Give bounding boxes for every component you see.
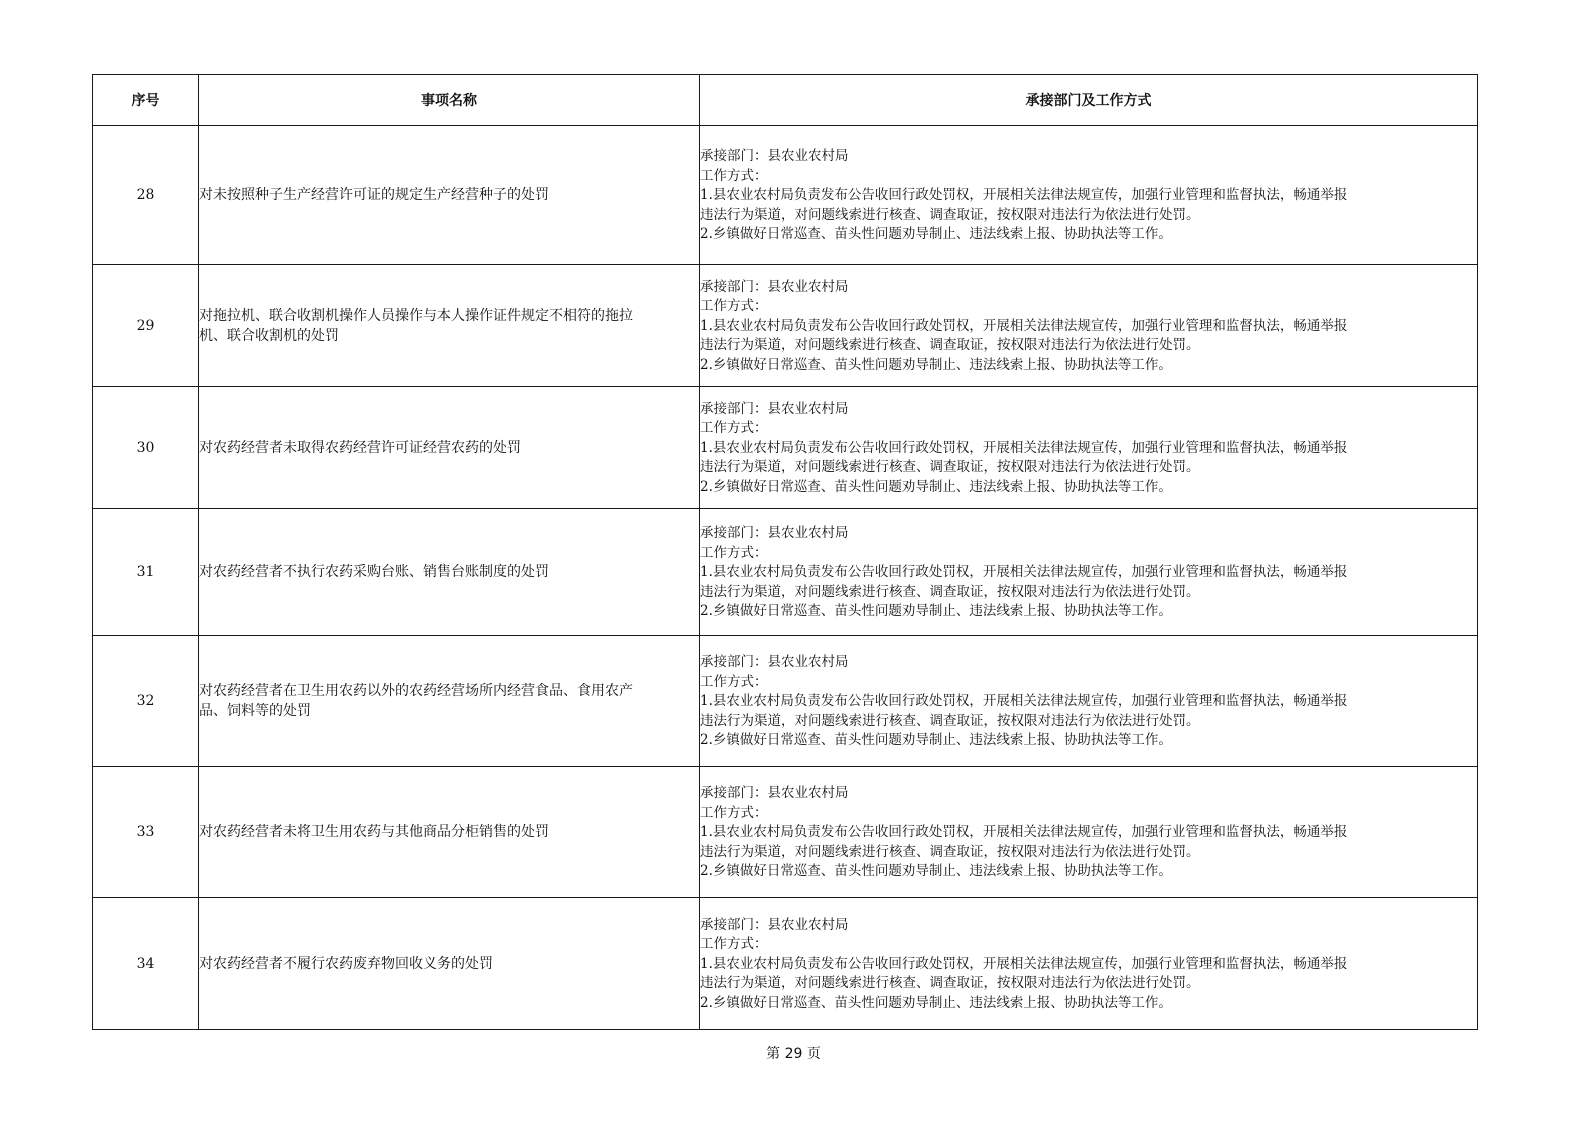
department-method-line: 承接部门：县农业农村局 <box>700 785 849 802</box>
department-method-line: 1.县农业农村局负责发布公告收回行政处罚权，开展相关法律法规宣传，加强行业管理和监督执法，畅通举报 <box>700 693 1348 710</box>
item-name-line: 对农药经营者未取得农药经营许可证经营农药的处罚 <box>199 439 521 456</box>
department-method-line: 承接部门：县农业农村局 <box>700 278 849 295</box>
department-method-line: 违法行为渠道，对问题线索进行核查、调查取证，按权限对违法行为依法进行处罚。 <box>700 975 1200 992</box>
item-name-cell <box>199 898 700 1030</box>
department-method-line: 工作方式： <box>700 936 768 953</box>
department-method-cell <box>700 126 1478 265</box>
department-method-text <box>700 643 1477 759</box>
department-method-line: 2.乡镇做好日常巡查、苗头性问题劝导制止、违法线索上报、协助执法等工作。 <box>700 863 1172 880</box>
department-method-line: 承接部门：县农业农村局 <box>700 148 849 165</box>
serial-number-cell: 30 <box>93 387 199 509</box>
page-number: 第 29 页 <box>766 1046 821 1062</box>
serial-number-cell: 33 <box>93 767 199 898</box>
department-method-line: 承接部门：县农业农村局 <box>700 916 849 933</box>
header-department-method: 承接部门及工作方式 <box>700 75 1478 126</box>
table-row <box>93 767 1478 898</box>
item-name-line: 对农药经营者在卫生用农药以外的农药经营场所内经营食品、食用农产 <box>199 683 633 699</box>
department-method-line: 承接部门：县农业农村局 <box>700 525 849 542</box>
serial-number-cell: 34 <box>93 898 199 1030</box>
department-method-line: 1.县农业农村局负责发布公告收回行政处罚权，开展相关法律法规宣传，加强行业管理和监督执法，畅通举报 <box>700 564 1348 581</box>
department-method-line: 工作方式： <box>700 544 768 561</box>
item-name-line: 对农药经营者未将卫生用农药与其他商品分柜销售的处罚 <box>199 824 549 840</box>
department-method-line: 工作方式： <box>700 167 768 184</box>
table-row <box>93 265 1478 387</box>
department-method-cell <box>700 509 1478 636</box>
item-name-cell <box>199 126 700 265</box>
item-name-line: 对未按照种子生产经营许可证的规定生产经营种子的处罚 <box>199 187 549 203</box>
department-method-line: 违法行为渠道，对问题线索进行核查、调查取证，按权限对违法行为依法进行处罚。 <box>700 843 1200 860</box>
table-header-row <box>93 75 1478 126</box>
item-name-line: 对拖拉机、联合收割机操作人员操作与本人操作证件规定不相符的拖拉 <box>199 307 633 324</box>
department-method-cell <box>700 265 1478 387</box>
department-method-line: 工作方式： <box>700 420 768 437</box>
department-method-text <box>700 906 1477 1022</box>
department-method-line: 工作方式： <box>700 673 768 690</box>
items-table <box>92 74 1478 1030</box>
header-item-name: 事项名称 <box>199 75 700 126</box>
department-method-line: 工作方式： <box>700 298 768 315</box>
department-method-line: 1.县农业农村局负责发布公告收回行政处罚权，开展相关法律法规宣传，加强行业管理和监督执法，畅通举报 <box>700 439 1348 456</box>
item-name-cell <box>199 636 700 767</box>
department-method-text <box>700 390 1477 506</box>
serial-number-cell: 29 <box>93 265 199 387</box>
department-method-line: 承接部门：县农业农村局 <box>700 400 849 417</box>
department-method-line: 1.县农业农村局负责发布公告收回行政处罚权，开展相关法律法规宣传，加强行业管理和监督执法，畅通举报 <box>700 187 1348 204</box>
department-method-line: 1.县农业农村局负责发布公告收回行政处罚权，开展相关法律法规宣传，加强行业管理和监督执法，畅通举报 <box>700 824 1348 841</box>
department-method-line: 1.县农业农村局负责发布公告收回行政处罚权，开展相关法律法规宣传，加强行业管理和监督执法，畅通举报 <box>700 955 1348 972</box>
department-method-line: 2.乡镇做好日常巡查、苗头性问题劝导制止、违法线索上报、协助执法等工作。 <box>700 603 1172 620</box>
department-method-line: 违法行为渠道，对问题线索进行核查、调查取证，按权限对违法行为依法进行处罚。 <box>700 459 1200 476</box>
department-method-line: 违法行为渠道，对问题线索进行核查、调查取证，按权限对违法行为依法进行处罚。 <box>700 206 1200 223</box>
item-name-cell <box>199 767 700 898</box>
department-method-line: 2.乡镇做好日常巡查、苗头性问题劝导制止、违法线索上报、协助执法等工作。 <box>700 478 1172 495</box>
department-method-line: 违法行为渠道，对问题线索进行核查、调查取证，按权限对违法行为依法进行处罚。 <box>700 712 1200 729</box>
department-method-line: 2.乡镇做好日常巡查、苗头性问题劝导制止、违法线索上报、协助执法等工作。 <box>700 994 1172 1011</box>
department-method-line: 违法行为渠道，对问题线索进行核查、调查取证，按权限对违法行为依法进行处罚。 <box>700 583 1200 600</box>
department-method-line: 2.乡镇做好日常巡查、苗头性问题劝导制止、违法线索上报、协助执法等工作。 <box>700 732 1172 749</box>
department-method-line: 2.乡镇做好日常巡查、苗头性问题劝导制止、违法线索上报、协助执法等工作。 <box>700 356 1172 373</box>
item-name-line: 对农药经营者不履行农药废弃物回收义务的处罚 <box>199 955 493 972</box>
department-method-cell <box>700 898 1478 1030</box>
table-row <box>93 636 1478 767</box>
department-method-cell <box>700 767 1478 898</box>
table-row <box>93 126 1478 265</box>
item-name-cell <box>199 265 700 387</box>
item-name-line: 对农药经营者不执行农药采购台账、销售台账制度的处罚 <box>199 564 549 580</box>
serial-number-cell: 31 <box>93 509 199 636</box>
table-row <box>93 898 1478 1030</box>
table-body <box>93 126 1478 1030</box>
serial-number-cell: 32 <box>93 636 199 767</box>
table-row <box>93 509 1478 636</box>
department-method-text <box>700 268 1477 384</box>
department-method-line: 2.乡镇做好日常巡查、苗头性问题劝导制止、违法线索上报、协助执法等工作。 <box>700 226 1172 243</box>
item-name-cell <box>199 387 700 509</box>
department-method-text <box>700 514 1477 630</box>
department-method-line: 承接部门：县农业农村局 <box>700 654 849 671</box>
department-method-line: 违法行为渠道，对问题线索进行核查、调查取证，按权限对违法行为依法进行处罚。 <box>700 337 1200 354</box>
item-name-line: 品、饲料等的处罚 <box>199 703 311 719</box>
serial-number-cell: 28 <box>93 126 199 265</box>
department-method-text <box>700 137 1477 253</box>
item-name-line: 机、联合收割机的处罚 <box>199 327 339 344</box>
department-method-line: 工作方式： <box>700 804 768 821</box>
item-name-cell <box>199 509 700 636</box>
department-method-text <box>700 774 1477 890</box>
department-method-cell <box>700 387 1478 509</box>
header-serial-number: 序号 <box>93 75 199 126</box>
department-method-line: 1.县农业农村局负责发布公告收回行政处罚权，开展相关法律法规宣传，加强行业管理和监督执法，畅通举报 <box>700 317 1348 334</box>
table-row <box>93 387 1478 509</box>
department-method-cell <box>700 636 1478 767</box>
